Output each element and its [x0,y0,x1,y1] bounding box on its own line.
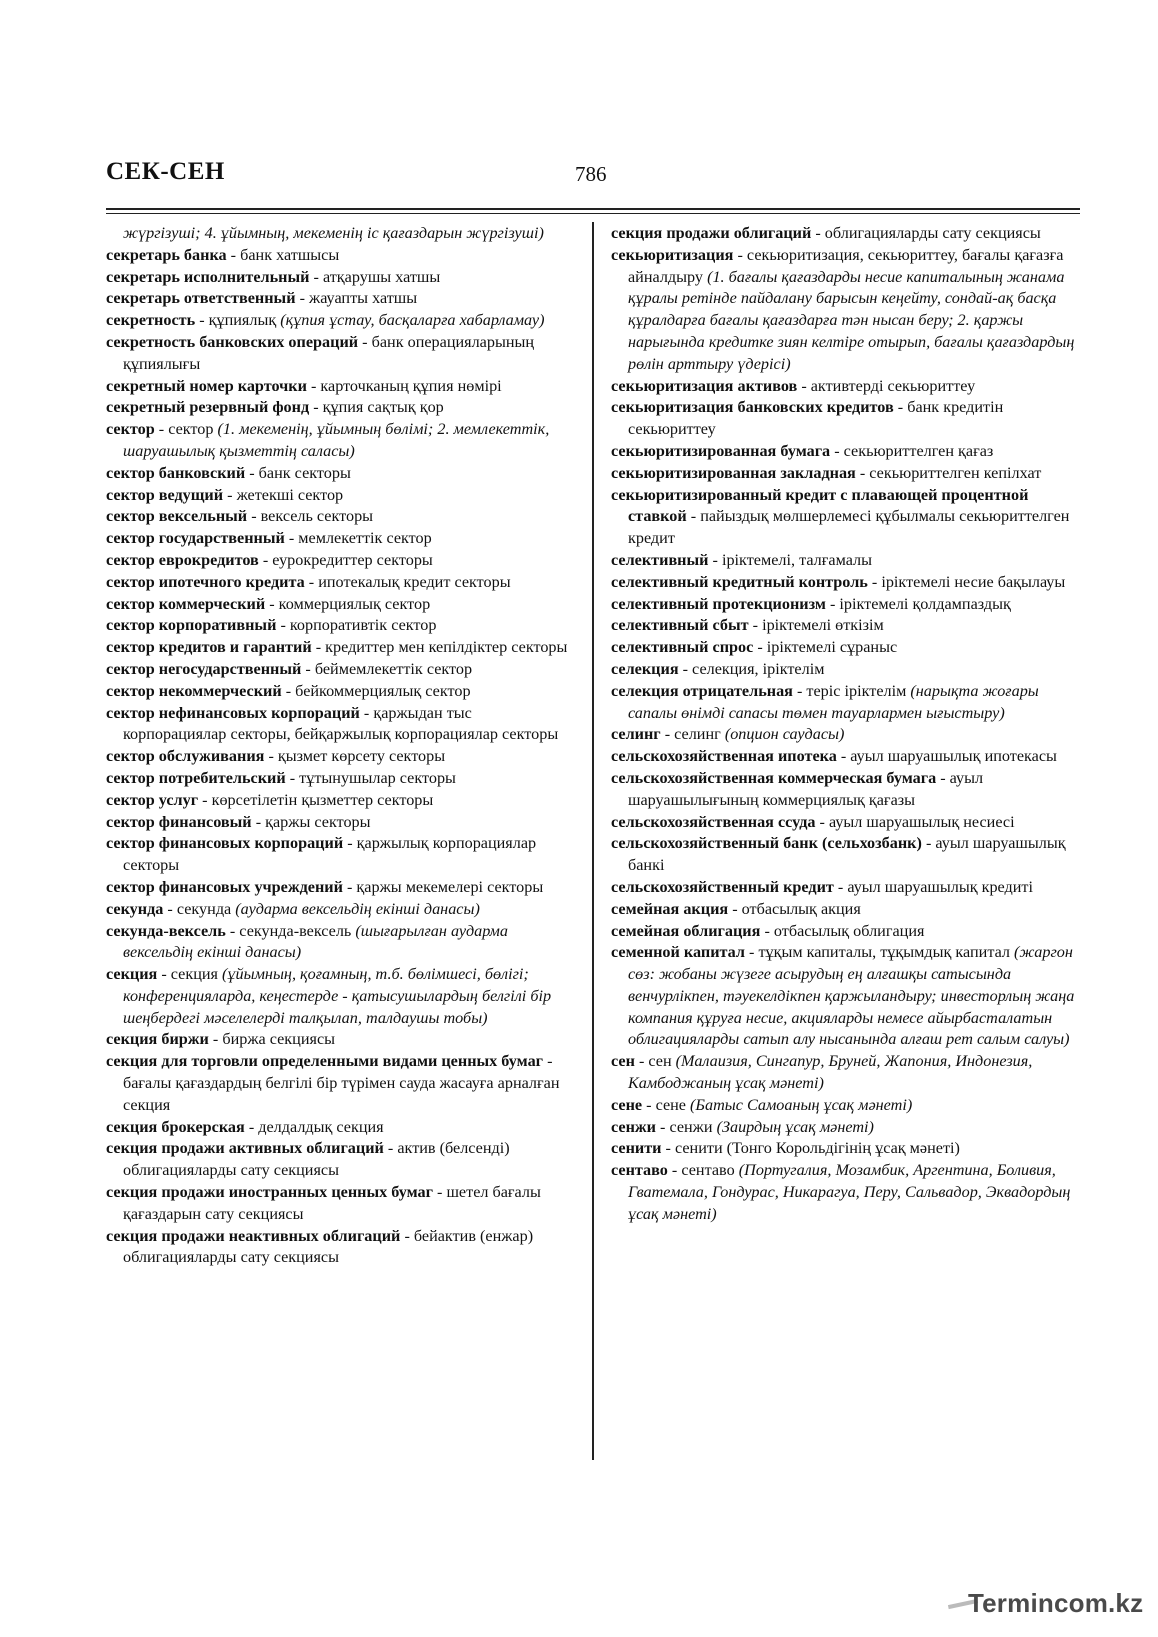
dictionary-entry [611,921,1081,943]
entry-definition: - бейкоммерциялық сектор [281,681,471,700]
entry-term: селективный протекционизм [611,594,826,613]
entry-note: (Заирдың ұсақ мәнеті) [716,1117,874,1136]
entry-definition: - коммерциялық сектор [265,594,431,613]
entry-definition: - секунда [163,899,236,918]
entry-term: секьюритизированный кредит с плавающей процентной ставкой [611,485,1029,526]
entry-note: (1. мекеменің, ұйымның бөлімі; 2. мемлекеттік, шаруашылық қызметтің саласы) [123,420,550,460]
entry-term: секция продажи иностранных ценных бумаг [106,1183,433,1202]
entry-term: сектор корпоративный [106,616,277,635]
entry-term: секция [106,965,158,984]
entry-term: секьюритизированная бумага [611,441,831,460]
dictionary-entry [106,681,576,703]
entry-term: сельскохозяйственный банк (сельхозбанк) [611,834,922,853]
entry-definition: - атқарушы хатшы [309,267,441,286]
dictionary-entry [106,877,576,899]
page-header-title: СЕК-СЕН [106,158,225,185]
entry-note: (Португалия, Мозамбик, Аргентина, Боливия, Гватемала, Гондурас, Никарагуа, Перу, Сальвадор, Эквадордың ұсақ мәнеті) [628,1161,1071,1223]
entry-definition: - пайыздық мөлшерлемесі құбылмалы секьюриттелген кредит [628,507,1070,548]
dictionary-entry [611,550,1081,572]
entry-term: секретность [106,311,196,330]
entry-definition: - қаржылық корпорациялар секторы [123,834,537,875]
dictionary-entry [611,441,1081,463]
entry-definition: - отбасылық облигация [760,921,925,940]
dictionary-entry [106,1138,576,1182]
dictionary-entry [611,746,1081,768]
dictionary-entry [106,615,576,637]
entry-term: селинг [611,725,661,744]
entry-definition: - тұтынушылар секторы [285,768,456,787]
entry-definition: - ауыл шаруашылығының коммерциялық қағазы [628,768,984,809]
entry-definition: - ауыл шаруашылық ипотекасы [836,747,1057,766]
entry-definition: - вексель секторы [247,507,374,526]
entry-term: сектор государственный [106,529,285,548]
entry-term: селективный кредитный контроль [611,572,868,591]
entry-term: секретный резервный фонд [106,398,310,417]
dictionary-entry [611,724,1081,746]
entry-term: сельскохозяйственная коммерческая бумага [611,768,937,787]
entry-term: сектор обслуживания [106,747,265,766]
entry-definition: - ауыл шаруашылық несиесі [815,812,1015,831]
entry-definition: - корпоративтік сектор [276,616,437,635]
entry-definition: - ауыл шаруашылық банкі [628,834,1066,875]
dictionary-entry [611,899,1081,921]
dictionary-entry [611,659,1081,681]
entry-definition: - банк секторы [245,463,351,482]
entry-term: секция для торговли определенными видами ценных бумаг [106,1052,544,1071]
entry-term: секунда-вексель [106,921,226,940]
dictionary-entry [611,768,1081,812]
entry-term: сельскохозяйственная ссуда [611,812,816,831]
dictionary-entry [611,942,1081,1051]
entry-definition: - селинг [660,725,725,744]
entry-definition: - бағалы қағаздардың белгілі бір түрімен сауда жасауға арналған секция [123,1052,560,1114]
left-column [106,223,576,1269]
dictionary-entry [106,768,576,790]
entry-definition: - карточканың құпия нөмірі [306,376,502,395]
dictionary-entry [611,485,1081,550]
entry-definition: - сентаво [667,1161,739,1180]
dictionary-entry [611,594,1081,616]
dictionary-entry [106,637,576,659]
dictionary-entry [611,833,1081,877]
entry-note: жүргізуші; 4. ұйымның, мекеменің іс қағаздарын жүргізуші) [123,224,544,242]
entry-definition: - сене [642,1095,691,1114]
dictionary-entry [106,376,576,398]
entry-note: (опцион саудасы) [724,725,845,744]
entry-definition: - активтерді секьюриттеу [797,376,976,395]
entry-term: селективный сбыт [611,616,749,635]
entry-term: сектор негосударственный [106,659,302,678]
entry-definition: - жауапты хатшы [295,289,418,308]
header-rule-thin [106,213,1080,214]
entry-definition: - беймемлекеттік сектор [301,659,473,678]
entry-definition: - секция [157,965,223,984]
entry-term: секретарь исполнительный [106,267,310,286]
dictionary-entry [611,812,1081,834]
dictionary-entry [106,1226,576,1270]
entry-term: секция продажи активных облигаций [106,1139,384,1158]
column-divider [592,222,594,1460]
page-number: 786 [575,162,607,186]
entry-definition: - іріктемелі сұраныс [753,638,898,657]
entry-term: сенжи [611,1117,656,1136]
dictionary-entry [611,681,1081,725]
entry-definition: - облигацияларды сату секциясы [811,224,1041,242]
entry-definition: - құпиялық [195,311,281,330]
entry-note: (нарықта жоғары сапалы өнімді сапасы төмен тауарлармен ығыстыру) [628,681,1039,722]
dictionary-entry [106,310,576,332]
dictionary-entry [611,615,1081,637]
entry-term: сентаво [611,1161,668,1180]
entry-definition: - қаржы секторы [251,812,371,831]
dictionary-entry [611,376,1081,398]
entry-term: сектор [106,420,155,439]
dictionary-entry [106,921,576,965]
dictionary-entry [106,1029,576,1051]
entry-definition: - мемлекеттік сектор [284,529,432,548]
dictionary-entry [106,288,576,310]
entry-term: сектор финансовых корпораций [106,834,344,853]
dictionary-entry [106,1117,576,1139]
entry-term: сектор кредитов и гарантий [106,638,312,657]
dictionary-entry [106,397,576,419]
dictionary-entry [106,267,576,289]
dictionary-entry [106,332,576,376]
entry-definition: - шетел бағалы қағаздарын сату секциясы [123,1183,541,1223]
dictionary-entry [106,463,576,485]
dictionary-entry [106,833,576,877]
entry-note: (жаргон сөз: жобаны жүзеге асырудың ең алғашқы сатысында венчурлікпен, тәуекелдікпен қаржыландыру; инвесторлың жаңа компания құруға несие, акцияларды немесе айырбасталатын облигацияларды сатып алу нысанында алғаш рет салым салуы) [628,943,1075,1049]
entry-term: сенити [611,1139,662,1158]
entry-definition: - іріктемелі қолдампаздық [825,594,1011,613]
entry-definition: - тұқым капиталы, тұқымдық капитал [744,943,1015,962]
header-rule [106,208,1080,210]
dictionary-entry [611,637,1081,659]
dictionary-entry [611,572,1081,594]
dictionary-entry [611,1095,1081,1117]
entry-term: сектор банковский [106,463,246,482]
watermark-text: Termincom.kz [968,1588,1144,1618]
dictionary-entry [106,659,576,681]
entry-definition: - іріктемелі несие бақылауы [867,572,1066,591]
entry-definition: - қызмет көрсету секторы [264,747,446,766]
entry-definition: - секьюриттелген қағаз [830,441,994,460]
entry-term: секция биржи [106,1030,209,1049]
entry-note: (1. бағалы қағаздарды несие капиталының жанама құралы ретінде пайдалану барысын кеңейту, сондай-ақ басқа құралдарға бағалы қағаздарға тән нысан беру; 2. қаржы нарығында кредитке зиян келтіре отырып, бағалы қағаздардың рөлін арттыру үдерісі) [628,267,1075,373]
entry-definition: - банк кредитін секьюриттеу [628,398,1004,439]
dictionary-entry [106,223,576,245]
entry-term: секция брокерская [106,1117,245,1136]
entry-term: сектор коммерческий [106,594,266,613]
entry-note: (шығарылған аударма вексельдің екінші данасы) [123,921,508,962]
entry-term: селективный спрос [611,638,754,657]
entry-definition: - іріктемелі өткізім [748,616,884,635]
entry-term: секция продажи неактивных облигаций [106,1226,401,1245]
entry-definition: - еурокредиттер секторы [258,550,433,569]
entry-term: семенной капитал [611,943,745,962]
entry-term: секретность банковских операций [106,332,359,351]
entry-term: секьюритизация банковских кредитов [611,398,894,417]
dictionary-entry [611,245,1081,376]
entry-definition: - жетекші сектор [223,485,344,504]
watermark-logo [948,1588,1153,1628]
dictionary-entry [106,964,576,1029]
entry-term: сектор вексельный [106,507,248,526]
entry-term: секьюритизированная закладная [611,463,856,482]
entry-definition: - іріктемелі, талғамалы [708,550,872,569]
right-column [611,223,1081,1226]
entry-note: (аударма вексельдің екінші данасы) [235,899,480,918]
entry-term: секунда [106,899,164,918]
entry-definition: - сенжи [655,1117,717,1136]
entry-definition: - кредиттер мен кепілдіктер секторы [311,638,568,657]
entry-term: сектор финансовых учреждений [106,877,343,896]
dictionary-entry [106,703,576,747]
dictionary-entry [106,1051,576,1116]
dictionary-entry [611,463,1081,485]
dictionary-entry [106,812,576,834]
entry-definition: - селекция, іріктелім [678,659,825,678]
dictionary-entry [106,1182,576,1226]
entry-note: (Малаизия, Сингапур, Бруней, Жапония, Индонезия, Камбоджаның ұсақ мәнеті) [628,1052,1033,1093]
entry-term: сельскохозяйственная ипотека [611,747,837,766]
entry-term: секретарь ответственный [106,289,296,308]
dictionary-entry [106,506,576,528]
entry-term: сектор еврокредитов [106,550,259,569]
entry-term: селекция отрицательная [611,681,793,700]
entry-definition: - ипотекалық кредит секторы [304,572,511,591]
entry-definition: - сенити (Тонго Корольдігінің ұсақ мәнеті) [661,1139,960,1158]
dictionary-entry [106,419,576,463]
entry-term: семейная акция [611,899,729,918]
entry-definition: - қаржы мекемелері секторы [342,877,544,896]
entry-definition: - отбасылық акция [728,899,861,918]
entry-definition: - банк хатшысы [226,245,340,264]
dictionary-entry [106,899,576,921]
dictionary-entry [106,594,576,616]
dictionary-entry [611,397,1081,441]
dictionary-entry [106,528,576,550]
dictionary-entry [611,1138,1081,1160]
entry-term: секция продажи облигаций [611,224,812,242]
entry-definition: - теріс іріктелім [792,681,911,700]
dictionary-entry [611,1051,1081,1095]
entry-term: сектор некоммерческий [106,681,282,700]
entry-definition: - қаржыдан тыс корпорациялар секторы, бейқаржылық корпорациялар секторы [123,703,559,744]
entry-definition: - секунда-вексель [225,921,356,940]
entry-definition: - құпия сақтық қор [309,398,444,417]
entry-term: сельскохозяйственный кредит [611,877,834,896]
dictionary-entry [106,790,576,812]
entry-definition: - делдалдық секция [244,1117,384,1136]
entry-term: секьюритизация активов [611,376,798,395]
entry-definition: - сен [634,1052,676,1071]
entry-note: (Батыс Самоаның ұсақ мәнеті) [690,1095,913,1114]
entry-term: сектор потребительский [106,768,286,787]
dictionary-entry [106,245,576,267]
entry-term: сектор нефинансовых корпораций [106,703,360,722]
entry-term: селекция [611,659,679,678]
entry-term: сен [611,1052,635,1071]
entry-definition: - банк операцияларының құпиялығы [123,332,535,373]
dictionary-entry [106,485,576,507]
dictionary-entry [106,550,576,572]
entry-definition: - секьюритизация, секьюриттеу, бағалы қағазға айналдыру [628,245,1064,286]
dictionary-entry [106,746,576,768]
entry-term: сектор ипотечного кредита [106,572,305,591]
entry-definition: - секьюриттелген кепілхат [855,463,1042,482]
entry-definition: - биржа секциясы [208,1030,336,1049]
entry-term: селективный [611,550,709,569]
entry-note: (құпия ұстау, басқаларға хабарламау) [280,311,545,330]
entry-term: семейная облигация [611,921,761,940]
entry-term: секьюритизация [611,245,734,264]
entry-definition: - бейактив (енжар) облигацияларды сату секциясы [123,1226,534,1267]
dictionary-entry [611,1117,1081,1139]
entry-term: секретарь банка [106,245,227,264]
dictionary-entry [611,877,1081,899]
entry-term: сектор ведущий [106,485,224,504]
dictionary-entry [611,223,1081,245]
entry-term: сектор услуг [106,790,199,809]
dictionary-entry [106,572,576,594]
entry-term: сектор финансовый [106,812,252,831]
entry-definition: - актив (белсенді) облигацияларды сату секциясы [123,1139,510,1180]
entry-definition: - көрсетілетін қызметтер секторы [198,790,434,809]
entry-note: (ұйымның, қоғамның, т.б. бөлімшесі, бөлігі; конференцияларда, кеңестерде - қатысушылардың белгілі бір шеңбердегі мәселелерді талқылап, талдаушы тобы) [123,965,552,1027]
entry-definition: - ауыл шаруашылық кредиті [833,877,1034,896]
dictionary-entry [611,1160,1081,1225]
entry-definition: - сектор [154,420,218,439]
entry-term: сене [611,1095,643,1114]
entry-term: секретный номер карточки [106,376,307,395]
